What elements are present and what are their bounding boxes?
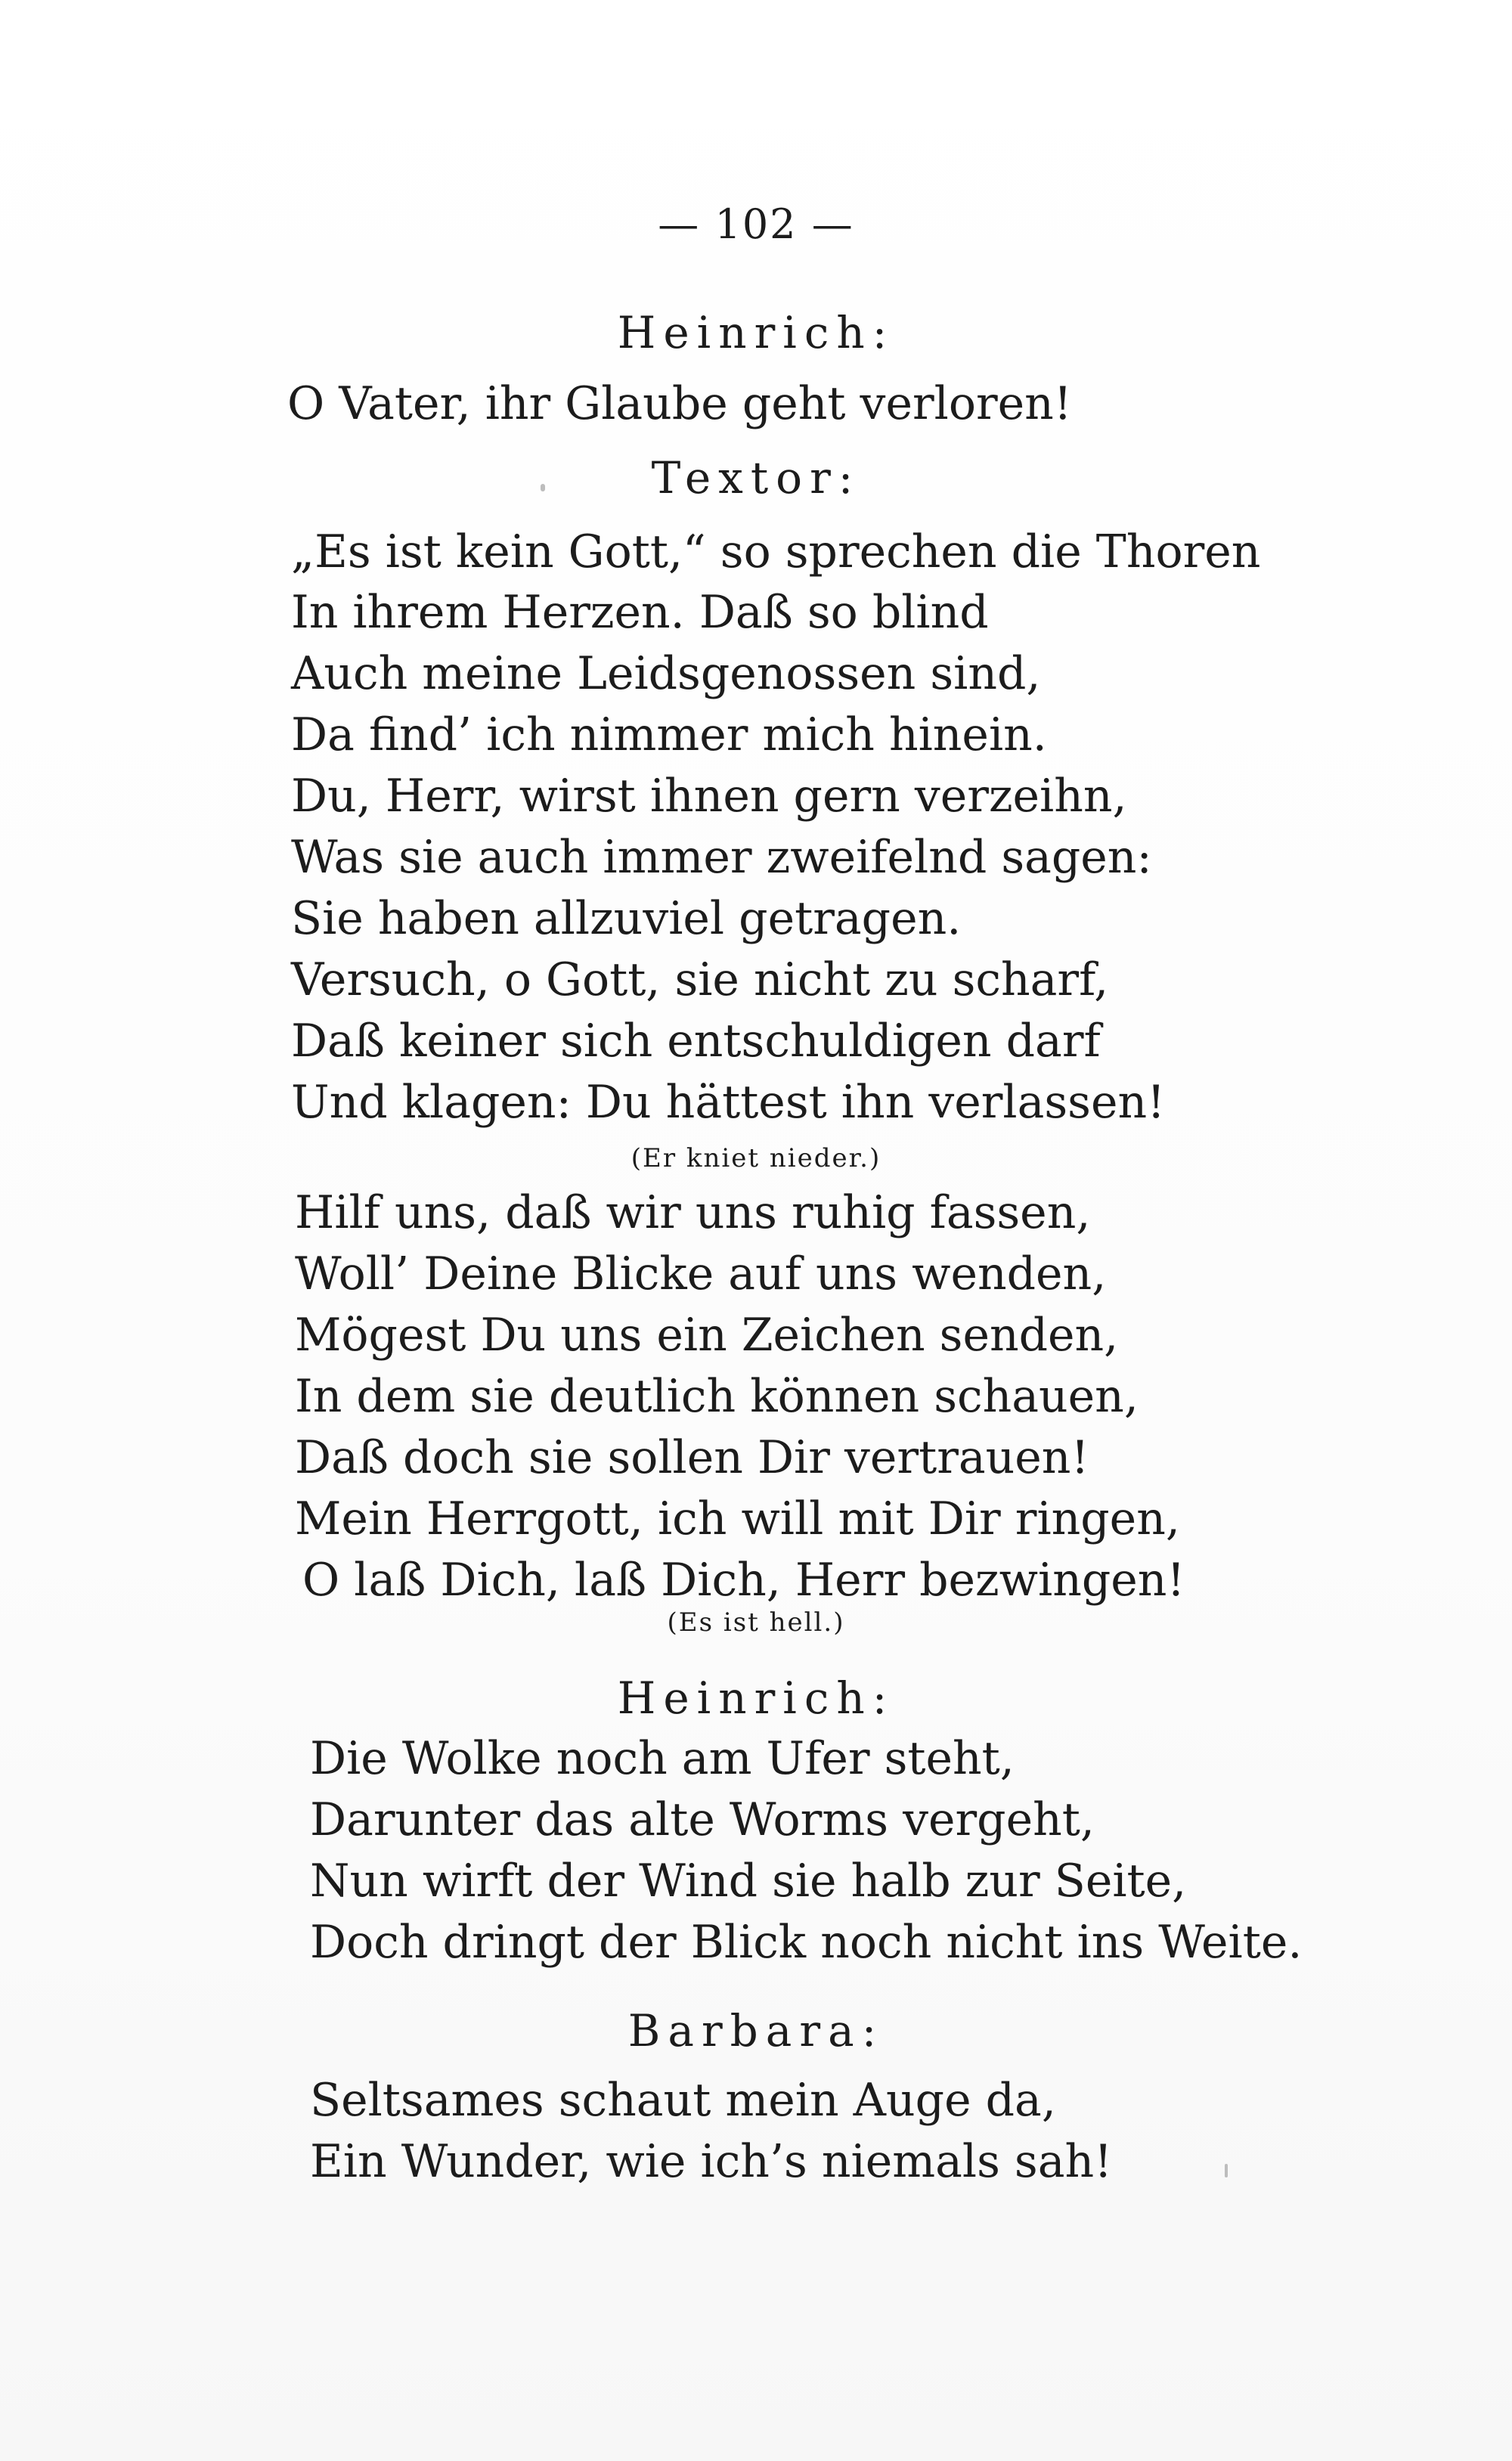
- page-number: — 102 —: [658, 200, 854, 248]
- verse-line: Woll’ Deine Blicke auf uns wenden,: [295, 1248, 1107, 1300]
- verse-line: O Vater, ihr Glaube geht verloren!: [287, 377, 1072, 430]
- verse-line: Daß keiner sich entschuldigen darf: [291, 1015, 1101, 1068]
- verse-line: Sie haben allzuviel getragen.: [291, 892, 962, 945]
- verse-line: O laß Dich, laß Dich, Herr bezwingen!: [302, 1554, 1185, 1607]
- verse-line: Mögest Du uns ein Zeichen senden,: [295, 1309, 1119, 1362]
- verse-line: Da find’ ich nimmer mich hinein.: [291, 708, 1047, 761]
- verse-line: In dem sie deutlich können schauen,: [295, 1370, 1139, 1423]
- verse-line: Und klagen: Du hättest ihn verlassen!: [291, 1076, 1166, 1129]
- verse-line: Hilf uns, daß wir uns ruhig fassen,: [295, 1186, 1091, 1239]
- verse-line: Versuch, o Gott, sie nicht zu scharf,: [291, 953, 1109, 1006]
- verse-line: Seltsames schaut mein Auge da,: [310, 2074, 1056, 2127]
- verse-line: Darunter das alte Worms vergeht,: [310, 1793, 1095, 1846]
- verse-line: In ihrem Herzen. Daß so blind: [291, 586, 989, 639]
- verse-line: Was sie auch immer zweifelnd sagen:: [291, 831, 1152, 884]
- verse-line: Doch dringt der Blick noch nicht ins Weite.: [310, 1916, 1303, 1969]
- verse-line: Auch meine Leidsgenossen sind,: [291, 647, 1041, 700]
- verse-line: Du, Herr, wirst ihnen gern verzeihn,: [291, 770, 1127, 823]
- speaker-barbara: Barbara:: [627, 2005, 885, 2057]
- verse-line: Die Wolke noch am Ufer steht,: [310, 1732, 1015, 1785]
- verse-line: „Es ist kein Gott,“ so sprechen die Thoren: [291, 525, 1261, 578]
- speaker-heinrich-2: Heinrich:: [617, 1672, 895, 1724]
- paper-speck: [1225, 2164, 1228, 2177]
- paper-speck: [541, 484, 545, 491]
- stage-direction-bright: (Es ist hell.): [667, 1607, 845, 1638]
- verse-line: Daß doch sie sollen Dir vertrauen!: [295, 1431, 1089, 1484]
- verse-line: Nun wirft der Wind sie halb zur Seite,: [310, 1855, 1187, 1908]
- verse-line: Mein Herrgott, ich will mit Dir ringen,: [295, 1492, 1180, 1545]
- speaker-textor: Textor:: [651, 452, 861, 504]
- verse-line: Ein Wunder, wie ich’s niemals sah!: [310, 2135, 1113, 2188]
- stage-direction-kneels: (Er kniet nieder.): [631, 1143, 881, 1173]
- speaker-heinrich-1: Heinrich:: [617, 307, 895, 358]
